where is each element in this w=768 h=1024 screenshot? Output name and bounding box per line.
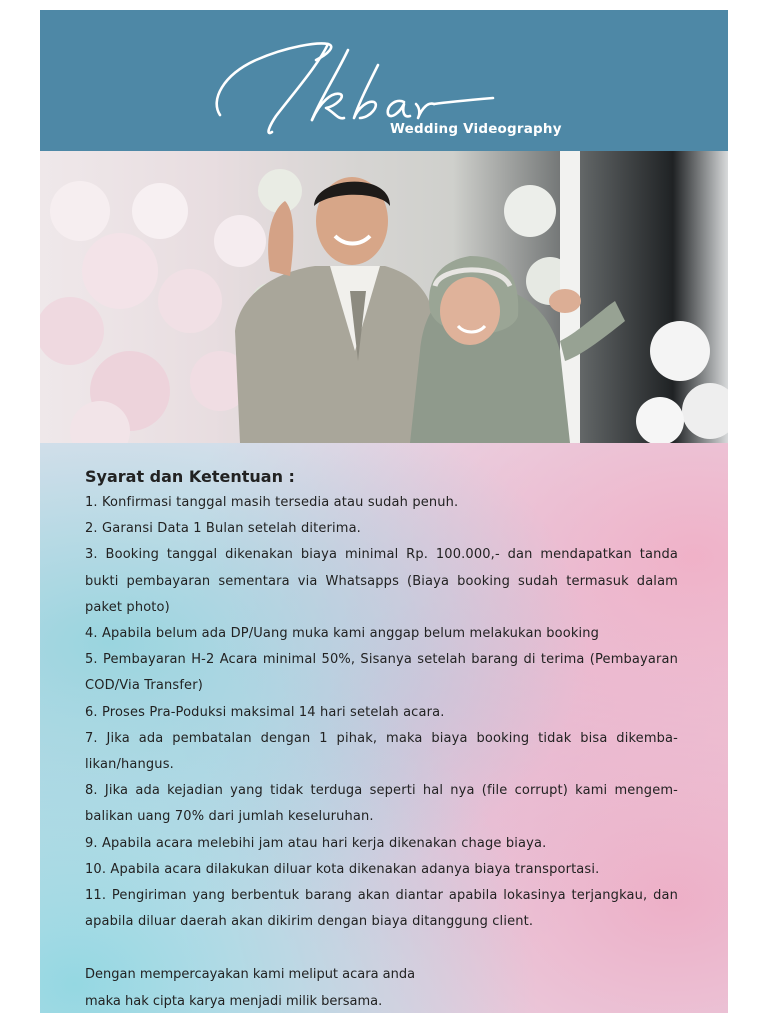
couple-photo-illustration [40, 151, 728, 443]
terms-list [85, 490, 678, 935]
terms-section [40, 443, 728, 1013]
terms-item: 2. Garansi Data 1 Bulan setelah diterima. [85, 521, 361, 537]
couple-photo [40, 151, 728, 443]
terms-title: Syarat dan Ketentuan : [85, 467, 295, 486]
terms-item: 3. Booking tanggal dikenakan biaya minimal Rp. 100.000,- dan mendapatkan tanda bukti pembayaran sementara via Whatsapps (Biaya booking sudah termasuk dalam paket photo) [85, 547, 678, 615]
terms-item: 7. Jika ada pembatalan dengan 1 pihak, maka biaya booking tidak bisa dikemba-likan/hangus. [85, 730, 678, 773]
terms-item: 1. Konfirmasi tanggal masih tersedia atau sudah penuh. [85, 495, 459, 510]
closing-line-1: Dengan mempercayakan kami meliput acara anda [85, 967, 416, 982]
header-banner [40, 10, 728, 151]
terms-item: 8. Jika ada kejadian yang tidak terduga seperti hal nya (file corrupt) kami mengem-balikan uang 70% dari jumlah keseluruhan. [85, 783, 678, 825]
terms-item: 4. Apabila belum ada DP/Uang muka kami anggap belum melakukan booking [85, 626, 600, 642]
terms-item: 9. Apabila acara melebihi jam atau hari kerja dikenakan chage biaya. [85, 835, 547, 851]
terms-item: 5. Pembayaran H-2 Acara minimal 50%, Sisanya setelah barang di terima (Pembayaran COD/Via Transfer) [85, 652, 678, 694]
groom-figure [235, 177, 436, 443]
terms-item: 10. Apabila acara dilakukan diluar kota dikenakan adanya biaya transportasi. [85, 861, 600, 877]
terms-item: 6. Proses Pra-Poduksi maksimal 14 hari setelah acara. [85, 704, 445, 720]
logo-subtitle: Wedding Videography [390, 121, 562, 137]
terms-item: 11. Pengiriman yang berbentuk barang akan diantar apabila lokasinya terjangkau, dan apabila diluar daerah akan dikirim dengan biaya ditanggung client. [85, 888, 678, 930]
document-page [40, 10, 728, 1013]
bride-figure [410, 256, 625, 443]
closing-line-2: maka hak cipta karya menjadi milik bersama. [85, 993, 383, 1009]
closing-note [85, 962, 685, 1013]
